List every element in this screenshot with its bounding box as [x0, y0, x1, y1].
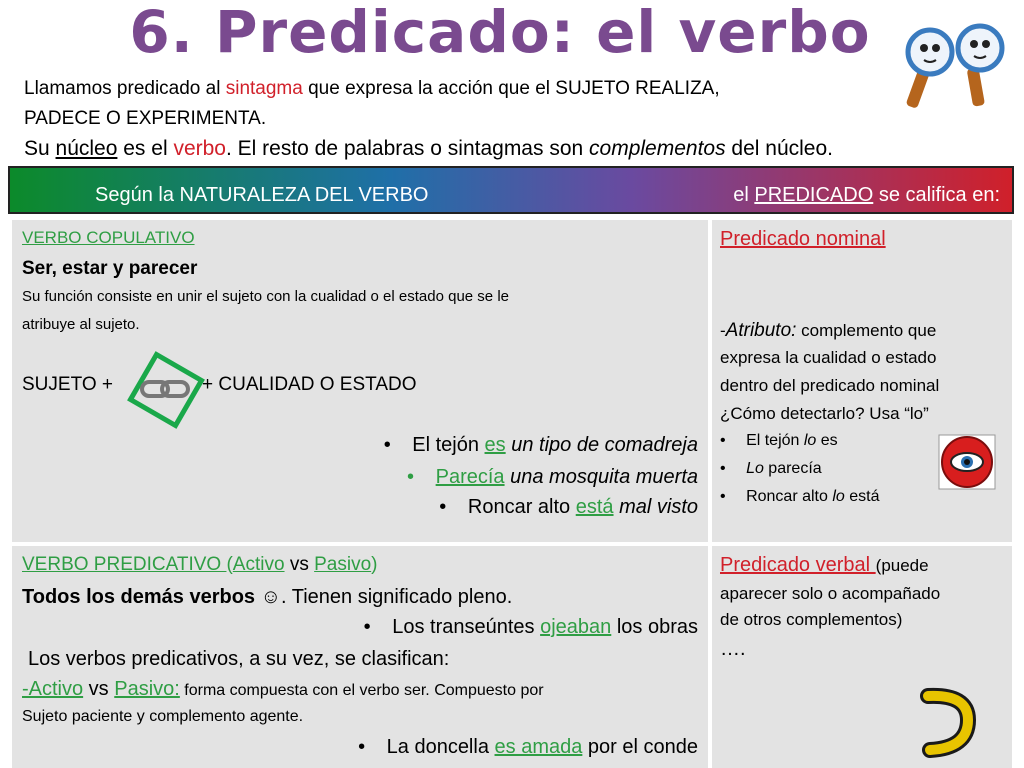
- verbal-panel: Predicado verbal (puede aparecer solo o acompañado de otros complementos) ….: [712, 546, 1012, 768]
- predicativo-heading: VERBO PREDICATIVO (Activo vs Pasivo): [22, 554, 378, 575]
- predicativo-example-1: • Los transeúntes ojeaban los obras: [364, 616, 698, 639]
- nominal-heading: Predicado nominal: [720, 228, 886, 250]
- copulativo-panel: VERBO COPULATIVO Ser, estar y parecer Su función consiste en unir el sujeto con la cualidad o el estado que se le atribuye al sujeto. SUJETO + + CUALIDAD O ESTADO • El tejón es un tipo de comadreja • Parecía una mosquita muerta • Roncar alto está mal visto: [12, 220, 708, 542]
- nominal-panel: Predicado nominal -Atributo: complemento que expresa la cualidad o estado dentro del predicado nominal ¿Cómo detectarlo? Usa “lo” • El tejón lo es • Lo parecía • Roncar alto lo está: [712, 220, 1012, 542]
- predicativo-panel: VERBO PREDICATIVO (Activo vs Pasivo) Todos los demás verbos ☺. Tienen significado pleno. • Los transeúntes ojeaban los obras Los verbos predicativos, a su vez, se clasifican: -Activo vs Pasivo: forma compuesta con el verbo ser. Compuesto por Sujeto paciente y complemento agente. • La doncella es amada por el conde: [12, 546, 708, 768]
- nominal-bullet-1: • El tejón lo es: [720, 432, 838, 450]
- slide-title: 6. Predicado: el verbo: [129, 0, 871, 66]
- copulativo-heading: VERBO COPULATIVO: [22, 228, 195, 247]
- copulativo-example-2: • Parecía una mosquita muerta: [407, 466, 698, 489]
- predicativo-example-2: • La doncella es amada por el conde: [358, 736, 698, 759]
- magnifier-characters-icon: [900, 18, 1010, 114]
- nominal-bullet-2: • Lo parecía: [720, 460, 822, 478]
- copulativo-example-3: • Roncar alto está mal visto: [439, 496, 698, 519]
- copulativo-example-1: • El tejón es un tipo de comadreja: [384, 434, 698, 457]
- curved-arrow-icon: [918, 686, 978, 762]
- chain-link-icon: [126, 350, 206, 430]
- nominal-bullet-3: • Roncar alto lo está: [720, 488, 879, 506]
- intro-text: Llamamos predicado al sintagma que expresa la acción que el SUJETO REALIZA, PADECE O EXPERIMENTA. Su núcleo es el verbo. El resto de palabras o sintagmas son complementos del núcleo.: [24, 78, 833, 160]
- eye-icon: [938, 434, 996, 490]
- copulativo-verbs: Ser, estar y parecer: [22, 258, 198, 279]
- verbal-heading: Predicado verbal (puede: [720, 554, 929, 576]
- classification-bar: Según la NATURALEZA DEL VERBO el PREDICADO se califica en:: [8, 166, 1014, 214]
